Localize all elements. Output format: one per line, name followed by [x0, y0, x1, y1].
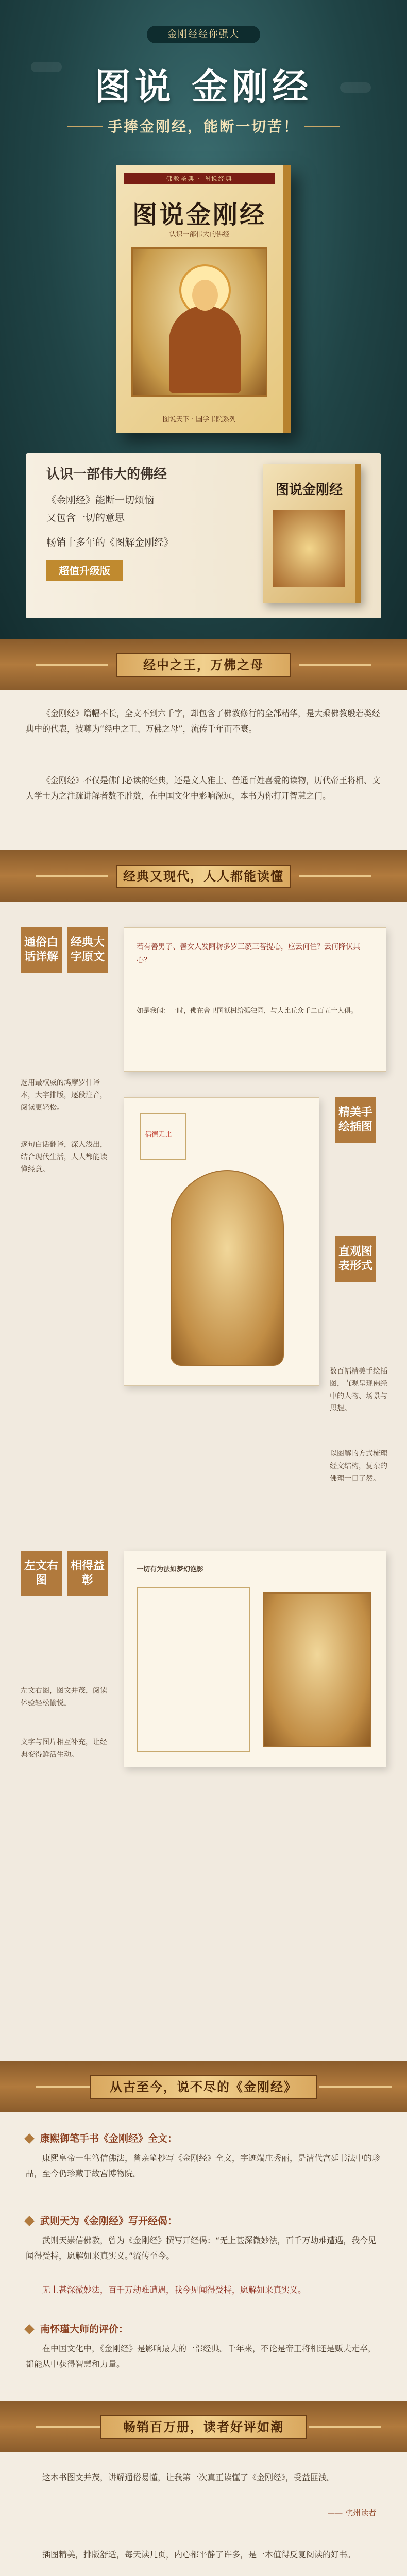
card-line-2: 《金刚经》能断一切烦恼: [46, 495, 155, 506]
feature-label-illustration-text: 精美手绘插图: [338, 1106, 372, 1133]
upgrade-badge: 超值升级版: [46, 560, 123, 581]
history-text-2: 武则天崇信佛教，曾为《金刚经》撰写开经偈：“无上甚深微妙法，百千万劫难遭遇，我今见闻得受持，愿解如来真实义。”流传至今。: [26, 2235, 377, 2261]
mini-book-cover: [263, 464, 361, 603]
bullet-icon: [24, 2133, 35, 2144]
card-line-1: 认识一部伟大的佛经: [46, 467, 167, 482]
mini-book-illustration: [273, 510, 345, 587]
banner-1: [0, 639, 407, 690]
sample-page-chart: [124, 1551, 386, 1767]
feature-label-leftright: [21, 1551, 62, 1596]
slogan-divider: [304, 126, 340, 127]
robe-shape: [169, 306, 241, 393]
feature-label-original-text: 经典大字原文: [70, 936, 105, 963]
feature-label-original: [67, 927, 108, 973]
feature-label-leftright-text: 左文右图: [24, 1560, 58, 1587]
banner-2-label: 经典又现代，人人都能读懂: [116, 865, 291, 888]
feature-desc-illustration: 数百幅精美手绘插图，直观呈现佛经中的人物、场景与思想。: [330, 1367, 387, 1413]
book-title: 图说金刚经: [132, 200, 266, 229]
feature-desc-chart: 以图解的方式梳理经文结构，复杂的佛理一目了然。: [330, 1450, 387, 1483]
history-verse: 无上甚深微妙法，百千万劫难遭遇，我今见闻得受持，愿解如来真实义。: [42, 2285, 307, 2295]
banner-wing: [319, 2086, 392, 2088]
intro-section: [0, 690, 407, 850]
banner-4-label: 畅销百万册，读者好评如潮: [100, 2415, 307, 2439]
hero-info-card: [26, 453, 381, 618]
chart-caption: 一切有为法如梦幻泡影: [137, 1566, 204, 1573]
feature-desc-original: 选用最权威的鸠摩罗什译本，大字排版，逐段注音，阅读更轻松。: [21, 1079, 107, 1112]
sample-page-illustration: [124, 1097, 319, 1386]
banner-wing: [309, 2426, 381, 2428]
history-section: [0, 2112, 407, 2401]
book-footer: 图说天下 · 国学书院系列: [162, 416, 236, 423]
banner-wing: [299, 875, 371, 877]
banner-wing: [36, 2426, 108, 2428]
feature-desc-complement: 文字与图片相互补充，让经典变得鲜活生动。: [21, 1738, 107, 1759]
bullet-icon: [24, 2216, 35, 2226]
history-heading-1: 康熙御笔手书《金刚经》全文：: [40, 2133, 178, 2144]
intro-paragraph-1: 《金刚经》篇幅不长，全文不到六千字，却包含了佛教修行的全部精华，是大乘佛教般若类经典中的代表，被尊为“经中之王、万佛之母”，流传千年而不衰。: [26, 708, 381, 734]
review-2: 插图精美，排版舒适，每天读几页，内心都平静了许多，是一本值得反复阅读的好书。: [42, 2550, 356, 2560]
banner-2: [0, 850, 407, 902]
banner-3: [0, 2061, 407, 2112]
history-text-3: 在中国文化中，《金刚经》是影响最大的一部经典。千年来，不论是帝王将相还是贩夫走卒，都能从中获得智慧和力量。: [26, 2344, 377, 2369]
banner-1-label: 经中之王，万佛之母: [116, 653, 291, 677]
banner-wing: [299, 664, 371, 666]
illustration-caption: 福德无比: [145, 1131, 172, 1139]
feature-desc-leftright: 左文右图，图文并茂，阅读体验轻松愉悦。: [21, 1687, 107, 1707]
figure-illustration: [171, 1170, 284, 1366]
feature-label-complement-text: 相得益彰: [70, 1560, 105, 1587]
reviews-section: [0, 2452, 407, 2576]
book-subtitle: 认识一部伟大的佛经: [169, 231, 230, 239]
review-1-sign: —— 杭州读者: [327, 2508, 376, 2517]
feature-label-chart: [335, 1236, 376, 1282]
card-line-4: 畅销十多年的《图解金刚经》: [46, 537, 174, 548]
hero-section: [0, 0, 407, 639]
buddha-illustration: [131, 247, 267, 397]
hero-title: 图说 金刚经: [94, 65, 313, 108]
feature-label-illustration: [335, 1097, 376, 1143]
face-shape: [192, 280, 218, 311]
review-1: 这本书图文并茂，讲解通俗易懂，让我第一次真正读懂了《金刚经》，受益匪浅。: [42, 2472, 335, 2482]
banner-3-label: 从古至今，说不尽的《金刚经》: [90, 2075, 317, 2099]
banner-wing: [36, 875, 108, 877]
bullet-icon: [24, 2324, 35, 2334]
banner-wing: [36, 664, 108, 666]
chart-text-frame: [137, 1587, 250, 1752]
feature-label-chart-text: 直观图表形式: [338, 1245, 372, 1273]
hero-pill: 金刚经经你强大: [147, 26, 260, 43]
history-heading-3: 南怀瑾大师的评价：: [40, 2324, 129, 2335]
sample-original-text: 若有善男子、善女人发阿耨多罗三藐三菩提心，应云何住？云何降伏其心？: [137, 943, 360, 964]
feature-label-complement: [67, 1551, 108, 1596]
card-line-3: 又包含一切的意思: [46, 512, 125, 523]
banner-4: [0, 2401, 407, 2452]
sample-page-text: [124, 927, 386, 1072]
mini-book-title: 图说金刚经: [275, 482, 343, 498]
feature-label-plain-text: 通俗白话详解: [24, 936, 58, 963]
chart-illustration: [263, 1592, 371, 1747]
hero-slogan: 手捧金刚经，能断一切苦！: [107, 118, 299, 135]
book-band: 佛教圣典 · 图说经典: [124, 173, 275, 184]
intro-paragraph-2: 《金刚经》不仅是佛门必读的经典，还是文人雅士、普通百姓喜爱的读物，历代帝王将相、文人学士为之注疏讲解者数不胜数，在中国文化中影响深远，本书为你打开智慧之门。: [26, 775, 381, 801]
feature-desc-plain: 逐句白话翻译，深入浅出，结合现代生活，人人都能读懂经意。: [21, 1141, 107, 1174]
sample-plain-text: 如是我闻：一时，佛在舍卫国祇树给孤独园，与大比丘众千二百五十人俱。: [137, 1007, 358, 1015]
features-section: [0, 902, 407, 2061]
feature-label-plain: [21, 927, 62, 973]
history-heading-2: 武则天为《金刚经》写开经偈：: [40, 2215, 178, 2227]
history-text-1: 康熙皇帝一生笃信佛法，曾亲笔抄写《金刚经》全文，字迹端庄秀丽，是清代宫廷书法中的珍品，至今仍珍藏于故宫博物院。: [26, 2153, 381, 2178]
hero-book-cover: [116, 165, 291, 433]
